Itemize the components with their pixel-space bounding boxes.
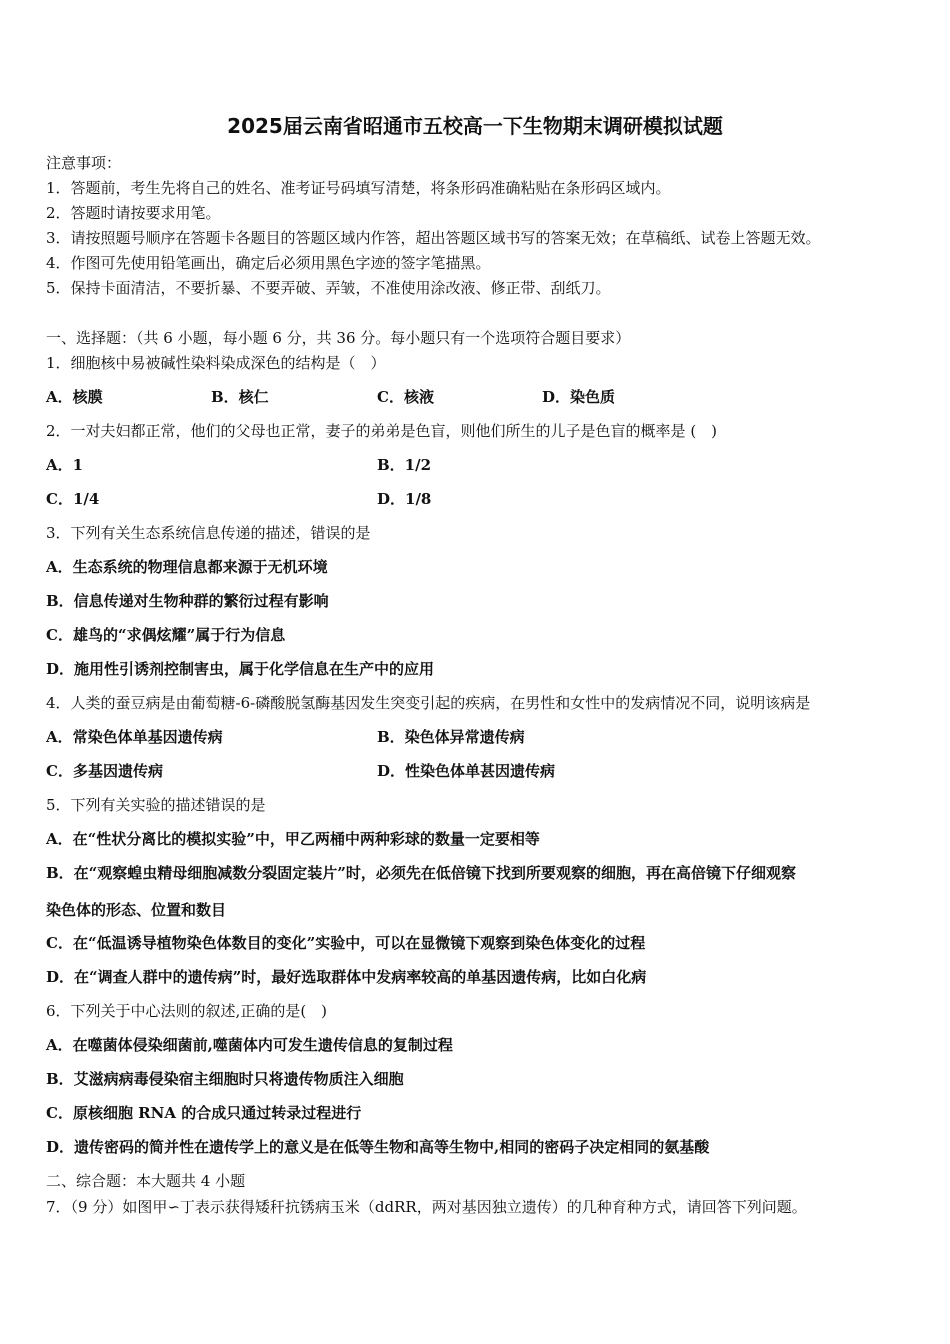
option-5b-continued: 染色体的形态、位置和数目 (46, 901, 227, 919)
section1-heading: 一、选择题：（共 6 小题，每小题 6 分，共 36 分。每小题只有一个选项符合题目要求） (46, 329, 631, 347)
notice-heading: 注意事项： (46, 154, 122, 172)
option-3d: D．施用性引诱剂控制害虫，属于化学信息在生产中的应用 (46, 660, 435, 678)
option-6c: C．原核细胞 RNA 的合成只通过转录过程进行 (46, 1104, 362, 1122)
page-title: 2025届云南省昭通市五校高一下生物期末调研模拟试题 (227, 114, 723, 138)
option-2a: A．1 (46, 456, 84, 474)
question-stem-1: 1．细胞核中易被碱性染料染成深色的结构是（ ） (46, 354, 386, 372)
question-stem-7: 7．（9 分）如图甲∽丁表示获得矮秆抗锈病玉米（ddRR，两对基因独立遗传）的几种育种方式，请回答下列问题。 (46, 1198, 807, 1216)
question-stem-5: 5．下列有关实验的描述错误的是 (46, 796, 266, 814)
option-3a: A．生态系统的物理信息都来源于无机环境 (46, 558, 328, 576)
option-4a: A．常染色体单基因遗传病 (46, 728, 223, 746)
option-5c: C．在“低温诱导植物染色体数目的变化”实验中，可以在显微镜下观察到染色体变化的过程 (46, 934, 646, 952)
option-1b: B．核仁 (211, 388, 269, 406)
option-4c: C．多基因遗传病 (46, 762, 163, 780)
option-1d: D．染色质 (542, 388, 616, 406)
question-stem-3: 3．下列有关生态系统信息传递的描述，错误的是 (46, 524, 371, 542)
question-stem-2: 2．一对夫妇都正常，他们的父母也正常，妻子的弟弟是色盲，则他们所生的儿子是色盲的概率是 ( ) (46, 422, 718, 440)
section2-heading: 二、综合题：本大题共 4 小题 (46, 1172, 246, 1190)
option-4b: B．染色体异常遗传病 (377, 728, 525, 746)
notice-item: 4．作图可先使用铅笔画出，确定后必须用黑色字迹的签字笔描黑。 (46, 254, 491, 272)
option-5a: A．在“性状分离比的模拟实验”中，甲乙两桶中两种彩球的数量一定要相等 (46, 830, 540, 848)
option-4d: D．性染色体单甚因遗传病 (377, 762, 556, 780)
notice-item: 3．请按照题号顺序在答题卡各题目的答题区域内作答，超出答题区域书写的答案无效；在草稿纸、试卷上答题无效。 (46, 229, 821, 247)
option-2d: D．1/8 (377, 490, 432, 508)
option-5d: D．在“调查人群中的遗传病”时，最好选取群体中发病率较高的单基因遗传病，比如白化病 (46, 968, 647, 986)
option-6b: B．艾滋病病毒侵染宿主细胞时只将遗传物质注入细胞 (46, 1070, 404, 1088)
option-6d: D．遗传密码的简并性在遗传学上的意义是在低等生物和高等生物中,相同的密码子决定相同的氨基酸 (46, 1138, 710, 1156)
option-3b: B．信息传递对生物种群的繁衍过程有影响 (46, 592, 329, 610)
option-1a: A．核膜 (46, 388, 103, 406)
option-2b: B．1/2 (377, 456, 432, 474)
question-stem-4: 4．人类的蚕豆病是由葡萄糖-6-磷酸脱氢酶基因发生突变引起的疾病，在男性和女性中的发病情况不同，说明该病是 (46, 694, 811, 712)
notice-item: 5．保持卡面清洁，不要折暴、不要弄破、弄皱，不准使用涂改液、修正带、刮纸刀。 (46, 279, 611, 297)
notice-item: 1．答题前，考生先将自己的姓名、准考证号码填写清楚，将条形码准确粘贴在条形码区域内。 (46, 179, 671, 197)
option-1c: C．核液 (377, 388, 434, 406)
option-2c: C．1/4 (46, 490, 100, 508)
option-3c: C．雄鸟的“求偶炫耀”属于行为信息 (46, 626, 286, 644)
question-stem-6: 6．下列关于中心法则的叙述,正确的是( ) (46, 1002, 328, 1020)
notice-item: 2．答题时请按要求用笔。 (46, 204, 221, 222)
option-6a: A．在噬菌体侵染细菌前,噬菌体内可发生遗传信息的复制过程 (46, 1036, 453, 1054)
option-5b: B．在“观察蝗虫精母细胞减数分裂固定装片”时，必须先在低倍镜下找到所要观察的细胞，再在高倍镜下仔细观察 (46, 864, 796, 882)
